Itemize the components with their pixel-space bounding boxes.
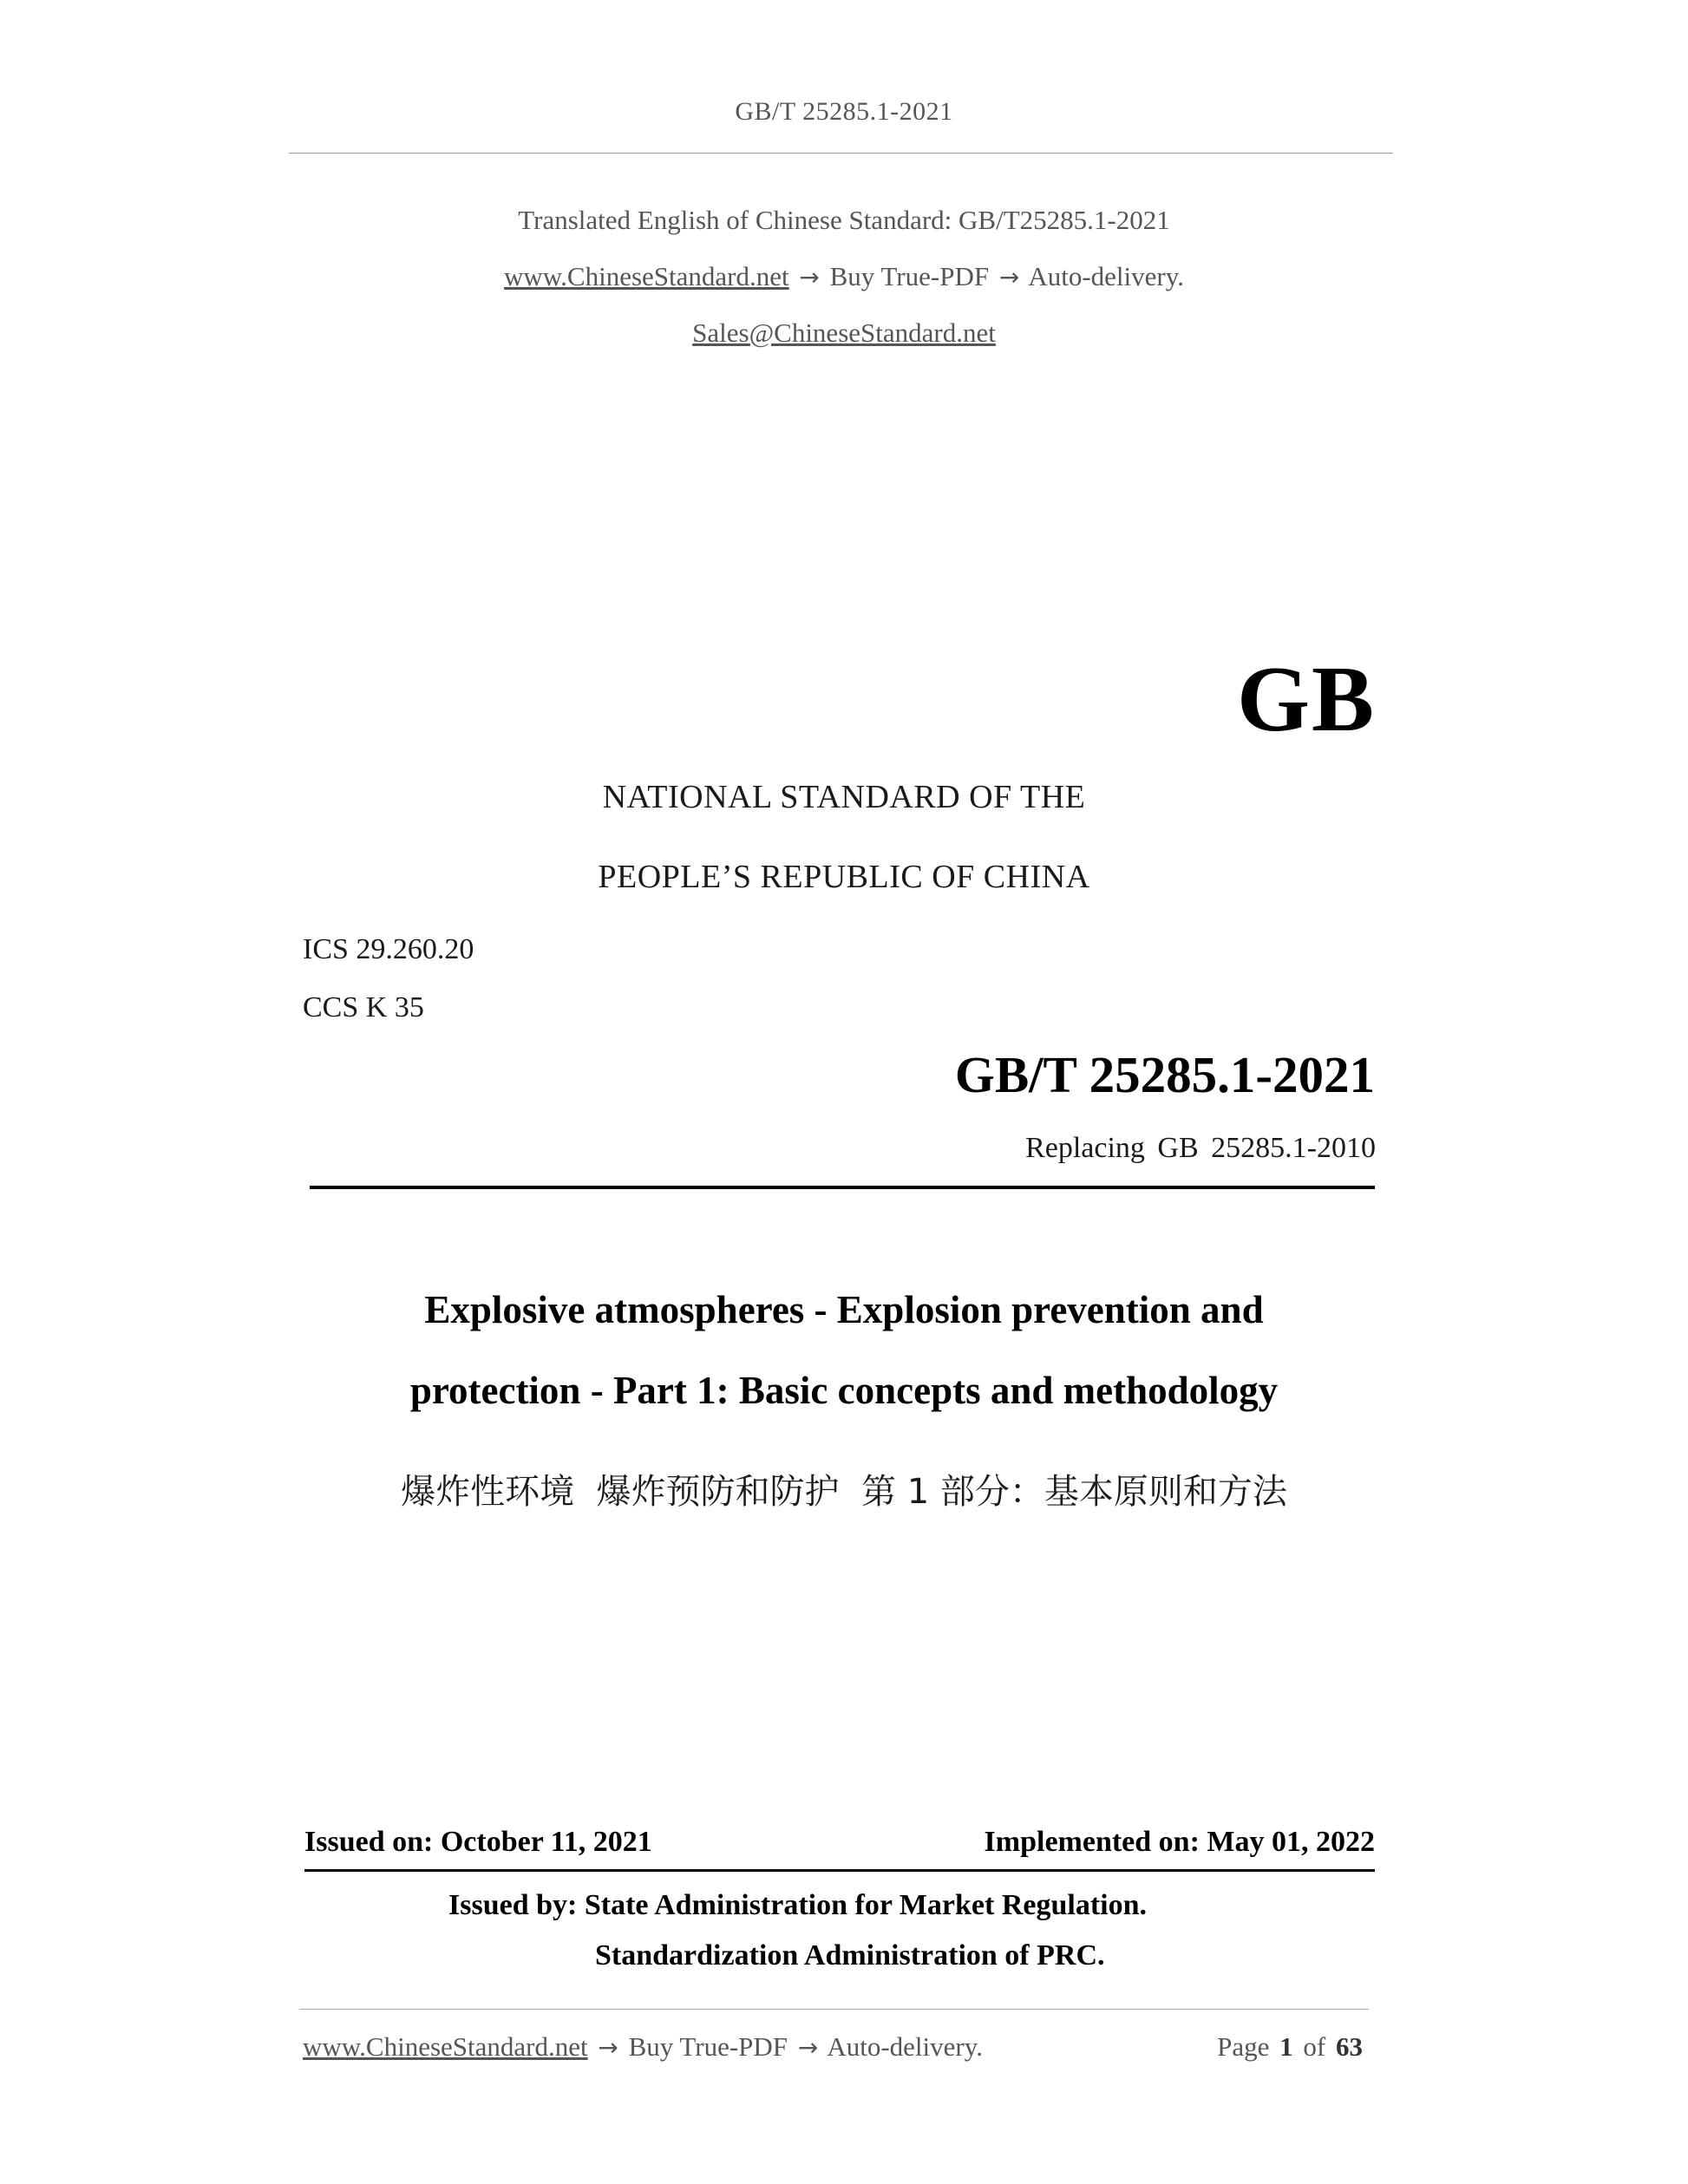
title-divider <box>310 1186 1375 1189</box>
delivery-text: Auto-delivery. <box>1028 261 1184 291</box>
dates-divider <box>304 1869 1375 1872</box>
dates-row <box>304 1826 1375 1859</box>
replacing-note: Replacing GB 25285.1-2010 <box>1025 1132 1376 1164</box>
ics-code: ICS 29.260.20 <box>303 933 474 965</box>
arrow-right-icon: → <box>797 2033 819 2062</box>
national-standard-line1: NATIONAL STANDARD OF THE <box>602 779 1086 815</box>
site-link[interactable]: www.ChineseStandard.net <box>504 261 789 291</box>
running-header: GB/T 25285.1-2021 <box>735 97 953 126</box>
issued-by-line2: Standardization Administration of PRC. <box>595 1939 1105 1971</box>
national-standard-line2: PEOPLE’S REPUBLIC OF CHINA <box>598 859 1090 895</box>
title-chinese: 爆炸性环境 爆炸预防和防护 第 1 部分：基本原则和方法 <box>401 1472 1287 1512</box>
promo-links <box>0 261 1688 292</box>
footer-delivery-text: Auto-delivery. <box>827 2031 983 2062</box>
title-line2: protection - Part 1: Basic concepts and methodology <box>409 1369 1279 1412</box>
implemented-on: Implemented on: May 01, 2022 <box>984 1826 1375 1858</box>
issued-by-line1: Issued by: State Administration for Market Regulation. <box>448 1889 1147 1921</box>
arrow-right-icon: → <box>998 263 1020 291</box>
sales-email-link[interactable]: Sales@ChineseStandard.net <box>692 317 996 348</box>
page-total: 63 <box>1336 2031 1363 2062</box>
header-divider <box>289 153 1393 154</box>
page-label: Page <box>1217 2031 1270 2062</box>
page-current: 1 <box>1279 2031 1293 2062</box>
page-of: of <box>1303 2031 1326 2062</box>
issued-on: Issued on: October 11, 2021 <box>304 1826 652 1858</box>
footer-buy-text: Buy True-PDF <box>628 2031 788 2062</box>
title-line1: Explosive atmospheres - Explosion prevention and <box>424 1288 1264 1331</box>
promo-email-row <box>0 317 1688 349</box>
footer-links <box>303 2031 983 2063</box>
standard-number: GB/T 25285.1-2021 <box>954 1046 1375 1103</box>
gb-mark: GB <box>1236 648 1376 751</box>
footer-site-link[interactable]: www.ChineseStandard.net <box>303 2031 588 2062</box>
arrow-right-icon: → <box>799 263 820 291</box>
ccs-code: CCS K 35 <box>303 991 424 1023</box>
promo-title: Translated English of Chinese Standard: GB/T25285.1-2021 <box>518 205 1170 235</box>
page-indicator <box>1217 2031 1363 2063</box>
arrow-right-icon: → <box>598 2033 618 2062</box>
buy-text: Buy True-PDF <box>829 261 990 291</box>
footer-divider <box>299 2009 1369 2010</box>
